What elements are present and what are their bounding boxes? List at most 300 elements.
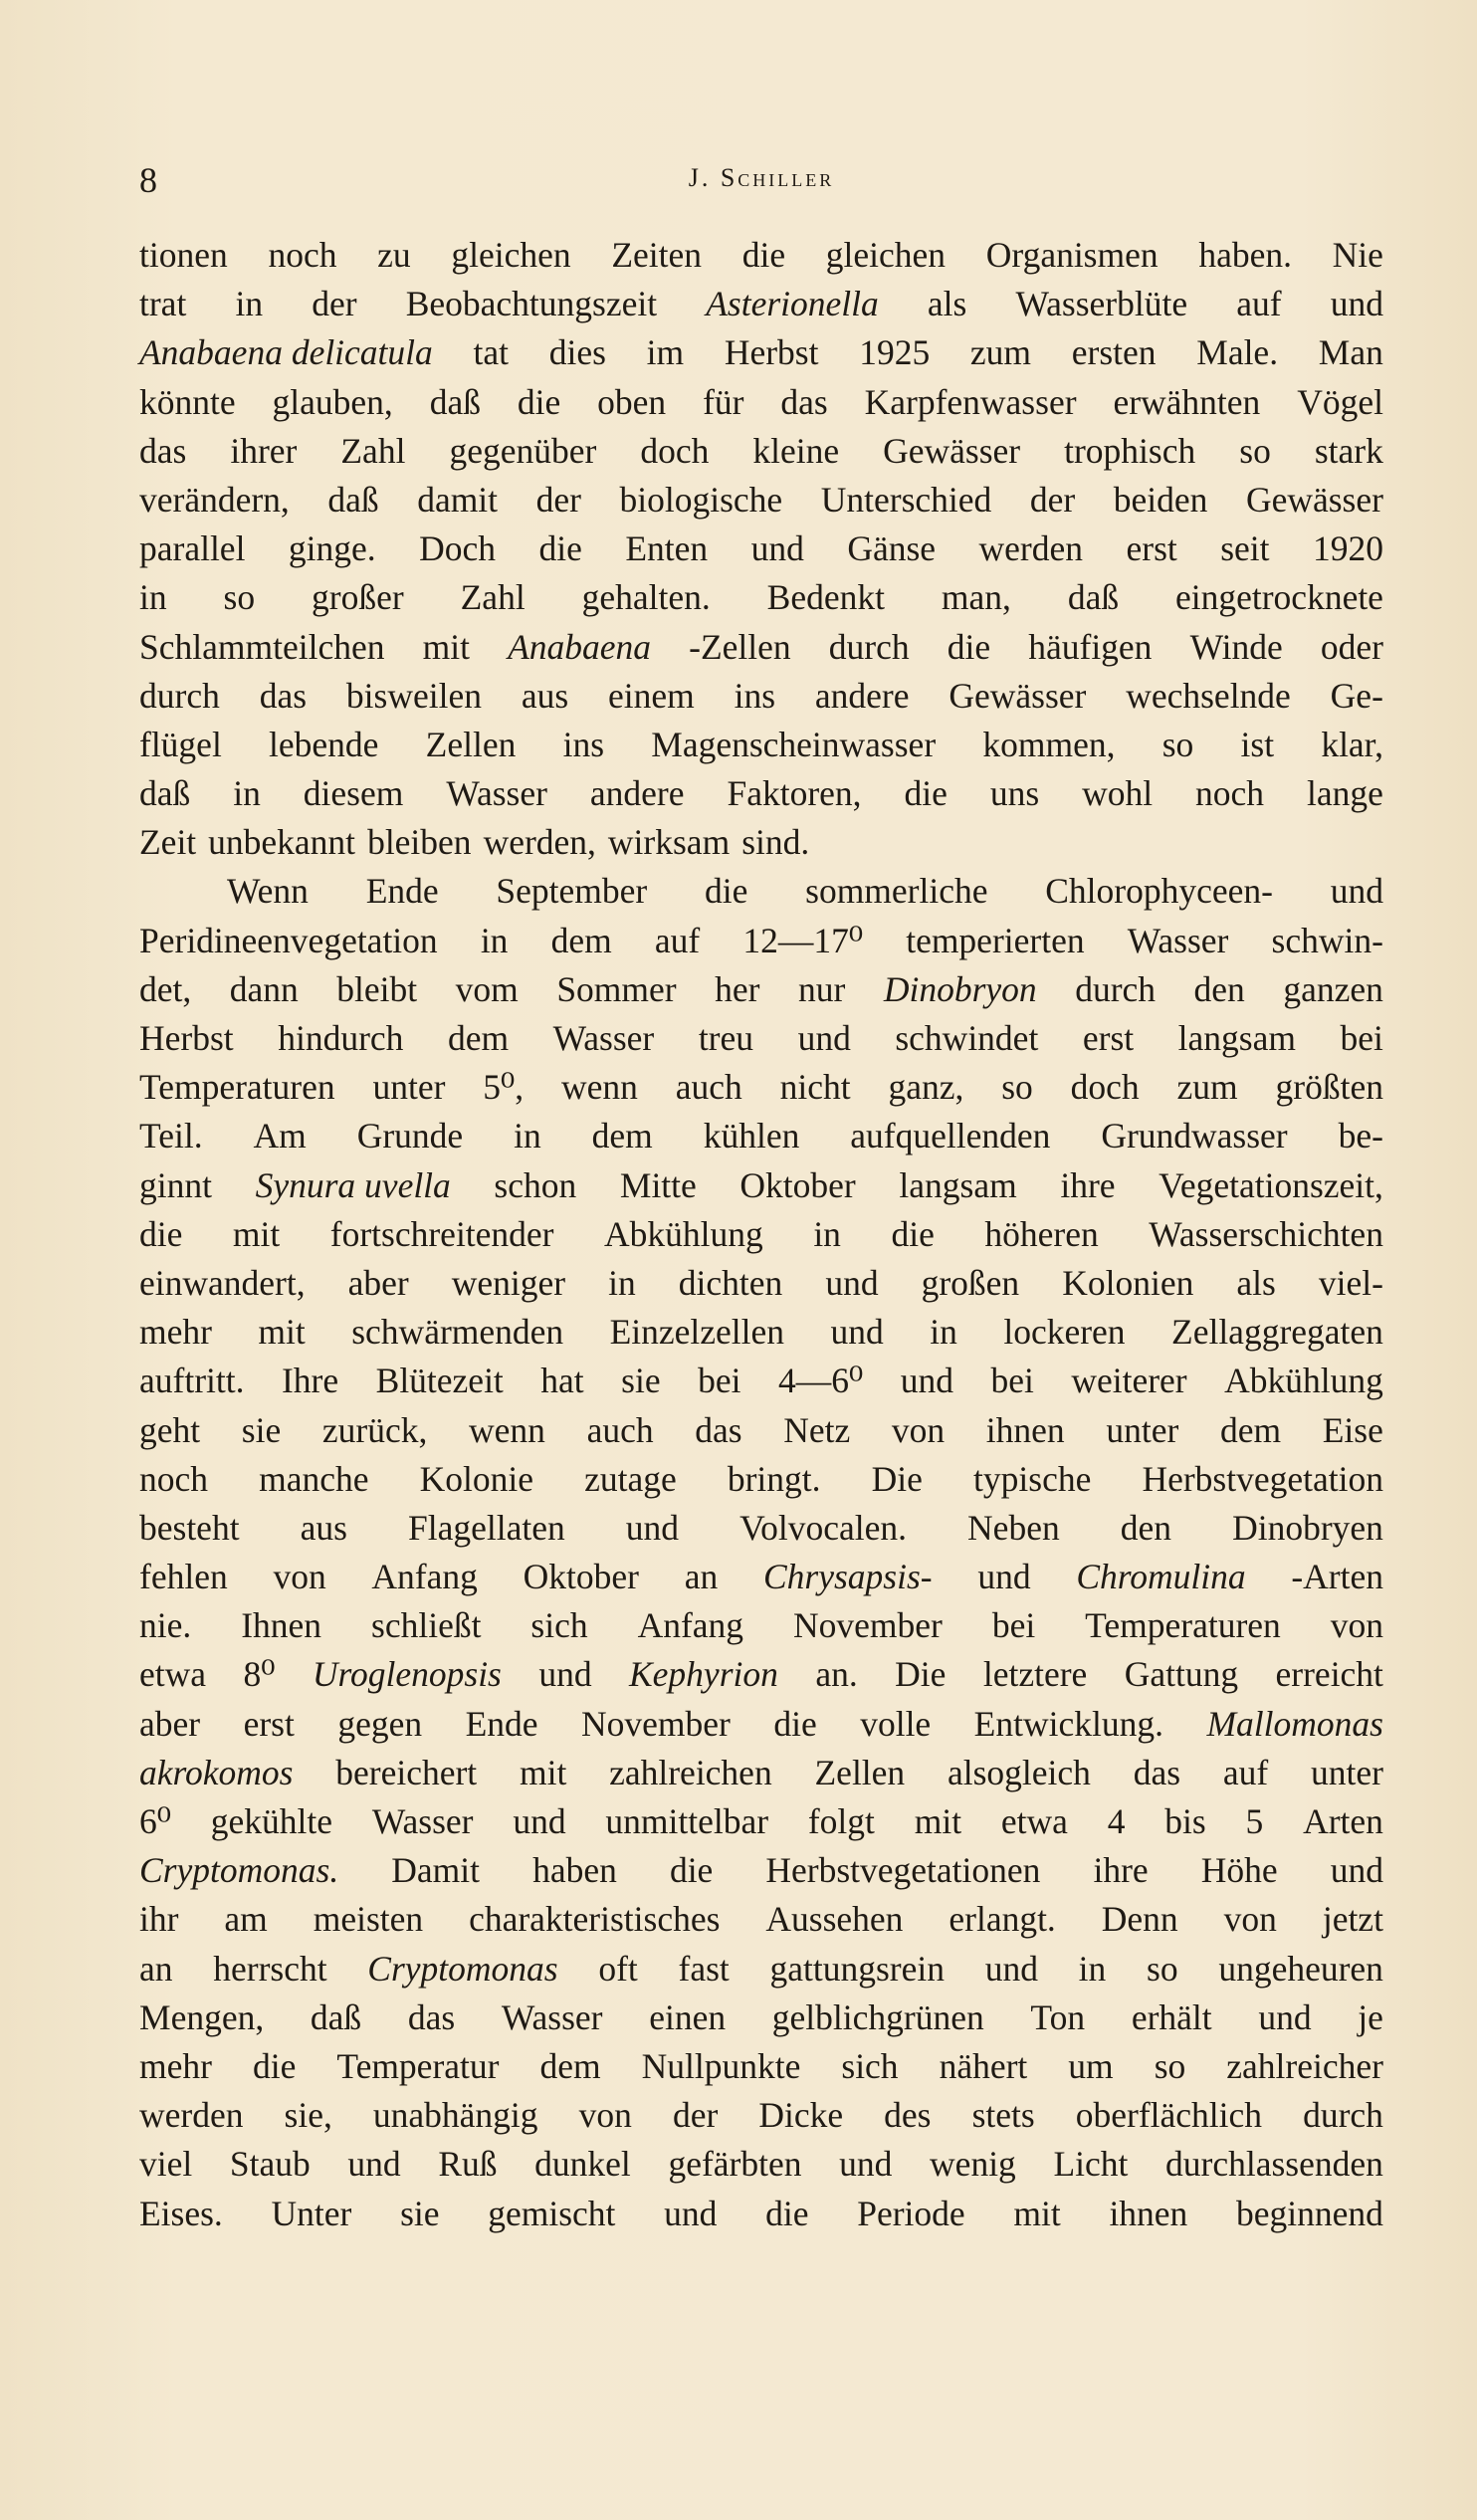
text-line (139, 427, 1383, 476)
word: Denn (1101, 1899, 1178, 1940)
italic-term: Uroglenopsis (312, 1654, 502, 1695)
word: Temperaturen (1085, 1605, 1281, 1646)
word: fehlen (139, 1557, 228, 1597)
word: stets (971, 2095, 1035, 2136)
word: aber (347, 1262, 409, 1303)
word: viel- (1318, 1262, 1383, 1303)
word: höheren (984, 1213, 1099, 1254)
word: Damit (391, 1850, 481, 1891)
word: dann (229, 968, 299, 1009)
word: folgt (807, 1801, 875, 1841)
word: Nullpunkte (641, 2045, 801, 2086)
word: und (900, 1361, 953, 1401)
word: Wasser (1127, 920, 1229, 960)
word: bei (1340, 1018, 1383, 1058)
word: zum (969, 332, 1032, 373)
word: die (904, 773, 948, 814)
word: treu (698, 1018, 754, 1058)
text-line (139, 1895, 1383, 1944)
word: Herbstvegetationen (765, 1850, 1041, 1891)
word: andere (589, 773, 685, 814)
word: oberflächlich (1075, 2095, 1263, 2136)
word: bleibt (336, 968, 418, 1009)
word: Zeit (139, 822, 197, 863)
word: oder (1320, 626, 1383, 667)
word: dem (591, 1116, 653, 1156)
word: etwa (139, 1654, 207, 1695)
word: Herbstvegetation (1142, 1458, 1383, 1499)
word: das (259, 675, 308, 716)
word: lockeren (1003, 1312, 1126, 1353)
word: die (538, 528, 582, 569)
word: von (1223, 1899, 1277, 1940)
word: Flagellaten (407, 1507, 565, 1548)
word: und (538, 1654, 592, 1695)
italic-term: Synura uvella (255, 1164, 451, 1205)
word: Schlammteilchen (139, 626, 385, 667)
word: ginnt (139, 1164, 212, 1205)
word: oft (598, 1948, 638, 1989)
word: zahlreichen (609, 1752, 772, 1792)
word: wenn (469, 1409, 545, 1450)
word: bei (991, 1605, 1036, 1646)
word: den (1120, 1507, 1172, 1548)
word: die (704, 871, 748, 912)
text-line (139, 231, 1383, 280)
word: die (139, 1213, 183, 1254)
word: daß (310, 1996, 362, 2037)
word: schließt (371, 1605, 482, 1646)
word: Mengen, (139, 1996, 265, 2037)
word: erst (1082, 1018, 1135, 1058)
word: werden (978, 528, 1084, 569)
word: Volvocalen. (739, 1507, 907, 1548)
word: Vegetationszeit, (1159, 1164, 1383, 1205)
word: Herbst (139, 1018, 234, 1058)
word: und (839, 2144, 893, 2185)
word: 4—6⁰ (777, 1361, 864, 1401)
word: durchlassenden (1165, 2144, 1383, 2185)
text-line (139, 2140, 1383, 2189)
italic-term: Asterionella (706, 284, 879, 324)
word: haben (532, 1850, 617, 1891)
word: Winde (1189, 626, 1283, 667)
word: Entwicklung. (973, 1703, 1163, 1744)
word: Nie (1332, 235, 1383, 275)
word: mehr (139, 1312, 212, 1353)
italic-term: Mallomonas (1206, 1703, 1383, 1744)
text-line (139, 818, 1383, 867)
text-line (139, 2042, 1383, 2091)
word: lange (1307, 773, 1383, 814)
word: und (797, 1018, 851, 1058)
word: auf (1222, 1752, 1269, 1792)
word: auftritt. (139, 1361, 245, 1401)
word: besteht (139, 1507, 240, 1548)
word: in (233, 773, 261, 814)
word: Wasser (446, 773, 547, 814)
word: in (235, 284, 264, 324)
word: so (223, 577, 256, 618)
word: Neben (967, 1507, 1060, 1548)
word: schwin- (1271, 920, 1383, 960)
word: Magenscheinwasser (651, 724, 937, 764)
word: Abkühlung (604, 1213, 763, 1254)
text-line (139, 1700, 1383, 1749)
word: und (1330, 284, 1383, 324)
page-number: 8 (139, 160, 158, 200)
word: das (407, 1996, 456, 2037)
word: Sommer (556, 968, 677, 1009)
word: an (139, 1948, 173, 1989)
word: Gewässer (949, 675, 1087, 716)
word: und (984, 1948, 1038, 1989)
word: könnte (139, 381, 236, 422)
word: Organismen (985, 235, 1159, 275)
word: erlangt. (949, 1899, 1056, 1940)
word: Arten (1303, 1801, 1383, 1841)
word: wenn (561, 1067, 638, 1108)
word: Ton (1030, 1996, 1086, 2037)
text-line (139, 1994, 1383, 2042)
word: sommerliche (805, 871, 988, 912)
text-line (139, 525, 1383, 573)
text-line (139, 280, 1383, 328)
word: im (646, 332, 685, 373)
word: die (741, 235, 786, 275)
word: häufigen (1028, 626, 1153, 667)
word: gleichen (825, 235, 947, 275)
word: Kolonien (1062, 1262, 1194, 1303)
word: einem (608, 675, 695, 716)
word: Höhe (1200, 1850, 1278, 1891)
word: oben (597, 381, 667, 422)
italic-term: Cryptomonas. (139, 1850, 339, 1891)
word: in (813, 1213, 841, 1254)
word: alsogleich (947, 1752, 1091, 1792)
word: geht (139, 1409, 201, 1450)
word: Aussehen (765, 1899, 904, 1940)
word: die (765, 2193, 809, 2233)
word: in (1078, 1948, 1107, 1989)
word: Doch (419, 528, 497, 569)
word: als (1236, 1262, 1276, 1303)
word: erwähnten (1113, 381, 1261, 422)
word: dies (548, 332, 606, 373)
word: Am (253, 1116, 307, 1156)
text-line (139, 1357, 1383, 1405)
word: kühlen (703, 1116, 800, 1156)
word: vom (455, 968, 519, 1009)
word: Die (871, 1458, 923, 1499)
text-line (139, 1650, 1383, 1699)
text-line (139, 1749, 1383, 1797)
italic-term: Chromulina (1076, 1557, 1246, 1597)
word: tat (473, 332, 509, 373)
word: unbekannt (208, 822, 356, 863)
word: zu (377, 235, 411, 275)
word: stark (1314, 430, 1383, 471)
word: man, (941, 577, 1011, 618)
word: noch (268, 235, 337, 275)
word: für (703, 381, 744, 422)
word: aber (139, 1703, 201, 1744)
word: größten (1275, 1067, 1383, 1108)
word: viel (139, 2144, 193, 2185)
text-line (139, 1406, 1383, 1455)
word: -Zellen (689, 626, 791, 667)
italic-term: Cryptomonas (367, 1948, 558, 1989)
word: durch (1075, 968, 1157, 1009)
word: bringt. (727, 1458, 821, 1499)
word: zurück, (321, 1409, 428, 1450)
word: Ihre (281, 1361, 339, 1401)
word: weiterer (1071, 1361, 1187, 1401)
word: das (1133, 1752, 1181, 1792)
italic-term: Chrysapsis- (762, 1557, 933, 1597)
word: auch (586, 1409, 654, 1450)
word: in (514, 1116, 541, 1156)
word: unter (372, 1067, 446, 1108)
word: werden (139, 2095, 244, 2136)
word: Faktoren, (727, 773, 862, 814)
word: ihre (1060, 1164, 1116, 1205)
word: mehr (139, 2045, 212, 2086)
word: erst (243, 1703, 295, 1744)
text-line (139, 1455, 1383, 1504)
word: ihre (1093, 1850, 1149, 1891)
word: fast (678, 1948, 730, 1989)
word: schwindet (895, 1018, 1039, 1058)
page-header (139, 159, 1383, 209)
word: Ruß (438, 2144, 498, 2185)
word: diesem (303, 773, 404, 814)
word: Ge- (1330, 675, 1383, 716)
text-line (139, 1504, 1383, 1553)
text-line (139, 378, 1383, 427)
word: November (793, 1605, 943, 1646)
word: Gewässer (1245, 479, 1383, 520)
word: am (224, 1899, 268, 1940)
word: aus (300, 1507, 347, 1548)
word: Die (895, 1654, 947, 1695)
text-line (139, 1308, 1383, 1357)
word: weniger (451, 1262, 566, 1303)
word: glauben, (272, 381, 393, 422)
word: Staub (229, 2144, 311, 2185)
word: in (930, 1312, 957, 1353)
text-line (139, 917, 1383, 965)
word: Peridineenvegetation (139, 920, 438, 960)
word: zum (1176, 1067, 1238, 1108)
word: sie (400, 2193, 440, 2233)
word: das (780, 381, 828, 422)
word: Anfang (637, 1605, 744, 1646)
word: gemischt (488, 2193, 616, 2233)
word: nie. (139, 1605, 192, 1646)
word: Unterschied (820, 479, 992, 520)
word: Gewässer (883, 430, 1021, 471)
text-line (139, 1014, 1383, 1063)
text-line (139, 867, 1383, 916)
text-line (139, 1063, 1383, 1112)
word: Chlorophyceen- (1045, 871, 1273, 912)
word: bisweilen (345, 675, 482, 716)
text-line (139, 476, 1383, 525)
word: 1925 (859, 332, 931, 373)
word: kommen, (982, 724, 1116, 764)
word: Beobachtungszeit (405, 284, 658, 324)
word: doch (1070, 1067, 1140, 1108)
word: unabhängig (372, 2095, 538, 2136)
word: Unter (271, 2193, 352, 2233)
word: und (1330, 871, 1383, 912)
text-line (139, 965, 1383, 1014)
word: und (1330, 1850, 1383, 1891)
word: temperierten (906, 920, 1085, 960)
word: dem (550, 920, 612, 960)
word: als (927, 284, 967, 324)
word: und (977, 1557, 1031, 1597)
word: Mitte (619, 1164, 697, 1205)
word: des (884, 2095, 932, 2136)
word: Ihnen (241, 1605, 322, 1646)
word: Zellen (814, 1752, 906, 1792)
word: Temperatur (336, 2045, 500, 2086)
word: von (578, 2095, 632, 2136)
word: mit (519, 1752, 567, 1792)
word: mit (258, 1312, 306, 1353)
word: 1920 (1313, 528, 1383, 569)
word: 8⁰ (243, 1654, 276, 1695)
word: der (312, 284, 357, 324)
word: jetzt (1322, 1899, 1383, 1940)
word: erreicht (1275, 1654, 1383, 1695)
word: beginnend (1236, 2193, 1383, 2233)
text-line (139, 1601, 1383, 1650)
word: langsam (899, 1164, 1017, 1205)
word: nur (798, 968, 846, 1009)
word: Periode (857, 2193, 965, 2233)
word: uns (989, 773, 1040, 814)
word: die (891, 1213, 935, 1254)
word: kleine (752, 430, 840, 471)
word: um (1068, 2045, 1114, 2086)
word: daß (139, 773, 191, 814)
word: Wasser (371, 1801, 474, 1841)
word: herrscht (213, 1948, 327, 1989)
word: bei (698, 1361, 741, 1401)
italic-term: Kephyrion (629, 1654, 778, 1695)
word: andere (814, 675, 910, 716)
word: und (664, 2193, 718, 2233)
word: dunkel (534, 2144, 631, 2185)
word: und (513, 1801, 566, 1841)
word: von (273, 1557, 326, 1597)
word: langsam (1177, 1018, 1296, 1058)
word: sich (841, 2045, 899, 2086)
word: unter (1310, 1752, 1383, 1792)
word: gekühlte (210, 1801, 333, 1841)
word: von (1330, 1605, 1383, 1646)
word: Eises. (139, 2193, 223, 2233)
word: gattungsrein (769, 1948, 945, 1989)
word: hindurch (278, 1018, 404, 1058)
word: sie, (284, 2095, 332, 2136)
word: eingetrocknete (1175, 577, 1383, 618)
word: ganz, (888, 1067, 964, 1108)
word: Kolonie (419, 1458, 533, 1499)
word: Netz (783, 1409, 851, 1450)
word: Grunde (356, 1116, 464, 1156)
word: ersten (1071, 332, 1157, 373)
word: das (695, 1409, 742, 1450)
word: so (1154, 2045, 1186, 2086)
text-line (139, 769, 1383, 818)
word: ihnen (1109, 2193, 1188, 2233)
word: Zahl (460, 577, 526, 618)
word: Wasserblüte (1015, 284, 1188, 324)
word: Abkühlung (1224, 1361, 1383, 1401)
body-text (139, 231, 1383, 2238)
word: sind. (741, 822, 810, 863)
word: ins (734, 675, 776, 716)
word: be- (1338, 1116, 1383, 1156)
word: unmittelbar (605, 1801, 769, 1841)
word: dichten (678, 1262, 783, 1303)
word: die (517, 381, 561, 422)
word: letztere (982, 1654, 1088, 1695)
word: fortschreitender (329, 1213, 554, 1254)
word: Ende (465, 1703, 538, 1744)
word: nähert (939, 2045, 1028, 2086)
word: den (1193, 968, 1245, 1009)
word: ihrer (230, 430, 298, 471)
word: hat (540, 1361, 584, 1401)
word: in (608, 1262, 636, 1303)
word: -Arten (1291, 1557, 1383, 1597)
word: charakteristisches (469, 1899, 721, 1940)
word: Zeiten (611, 235, 703, 275)
word: flügel (139, 724, 222, 764)
text-line (139, 1797, 1383, 1846)
word: Grundwasser (1101, 1116, 1288, 1156)
word: dem (1219, 1409, 1282, 1450)
word: einwandert, (139, 1262, 306, 1303)
word: die (669, 1850, 714, 1891)
text-line (139, 2190, 1383, 2238)
word: Man (1318, 332, 1383, 373)
word: gehalten. (581, 577, 711, 618)
word: meisten (313, 1899, 424, 1940)
word: schon (494, 1164, 577, 1205)
word: Blütezeit (375, 1361, 504, 1401)
word: schwärmenden (351, 1312, 564, 1353)
word: sich (530, 1605, 588, 1646)
word: September (496, 871, 648, 912)
word: so (1001, 1067, 1033, 1108)
word: ganzen (1283, 968, 1383, 1009)
word: an (684, 1557, 719, 1597)
word: noch (139, 1458, 209, 1499)
word: wenig (930, 2144, 1016, 2185)
word: haben. (1198, 235, 1292, 275)
word: je (1358, 1996, 1383, 2037)
word: Oktober (739, 1164, 856, 1205)
text-line (139, 1945, 1383, 1994)
word: auch (675, 1067, 742, 1108)
word: so (1239, 430, 1271, 471)
